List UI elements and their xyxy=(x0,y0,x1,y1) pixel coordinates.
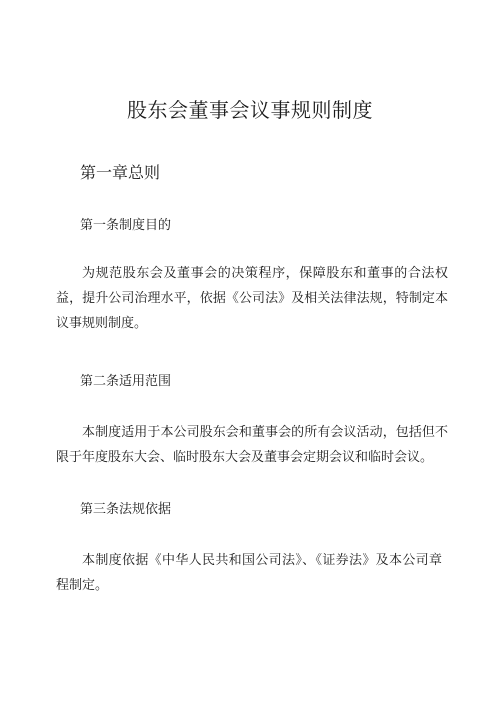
article-1-body: 为规范股东会及董事会的决策程序，保障股东和董事的合法权益，提升公司治理水平，依据《公司法》及相关法律法规，特制定本议事规则制度。 xyxy=(56,266,448,331)
article-3-heading: 第三条法规依据 xyxy=(80,502,172,517)
document-title: 股东会董事会议事规则制度 xyxy=(127,98,373,122)
article-2-heading: 第二条适用范围 xyxy=(80,374,172,389)
article-2-body: 本制度适用于本公司股东会和董事会的所有会议活动，包括但不限于年度股东大会、临时股东大会及董事会定期会议和临时会议。 xyxy=(56,425,448,465)
article-1-heading: 第一条制度目的 xyxy=(80,218,172,233)
article-3-body: 本制度依据《中华人民共和国公司法》、《证券法》及本公司章程制定。 xyxy=(56,553,442,593)
chapter-heading: 第一章总则 xyxy=(80,163,161,182)
